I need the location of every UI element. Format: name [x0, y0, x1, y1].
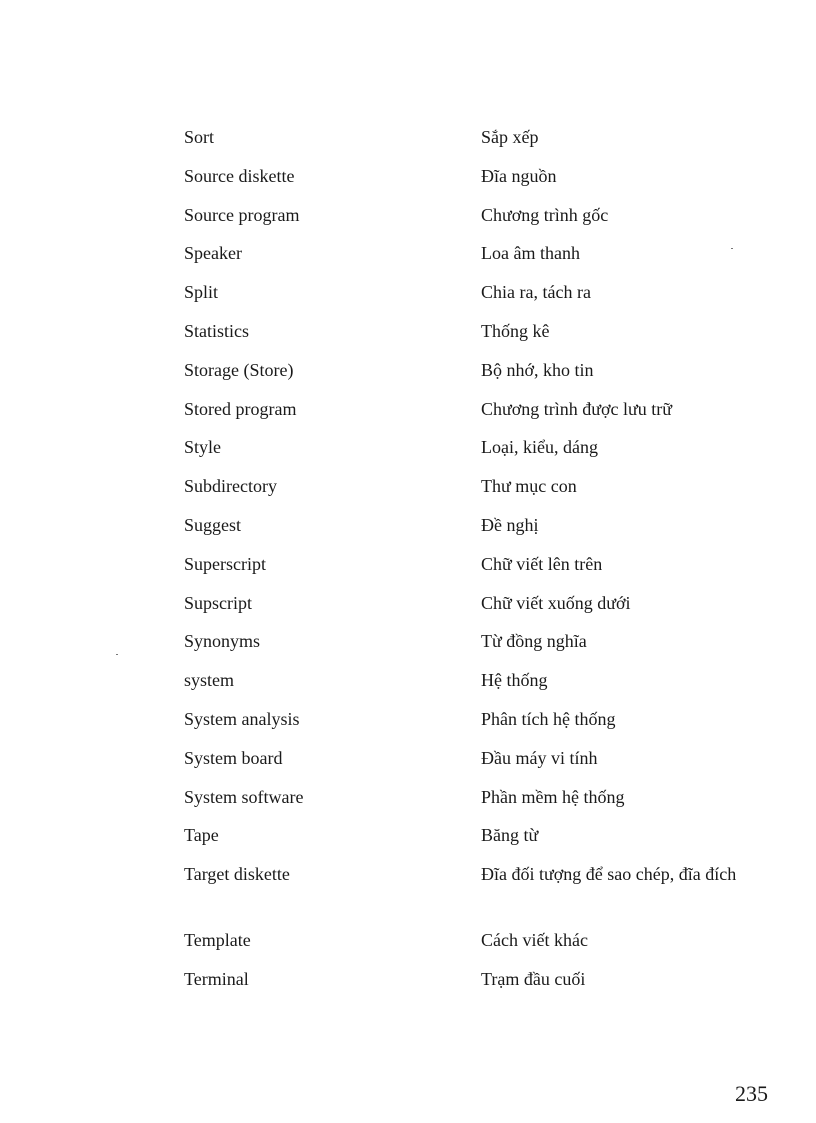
glossary-definition: Chương trình được lưu trữ [481, 398, 673, 419]
glossary-definition: Đĩa nguồn [481, 165, 557, 186]
glossary-list [184, 124, 764, 1005]
glossary-definition: Đầu máy vi tính [481, 747, 598, 768]
glossary-term: Terminal [184, 968, 249, 989]
glossary-definition: Thư mục con [481, 476, 577, 497]
glossary-entry [184, 667, 764, 706]
glossary-definition: Sắp xếp [481, 127, 539, 147]
glossary-term: Source diskette [184, 165, 295, 186]
glossary-entry [184, 473, 764, 512]
glossary-term: Supscript [184, 592, 253, 613]
glossary-definition: Hệ thống [481, 670, 548, 691]
glossary-term: Suggest [184, 514, 242, 535]
glossary-definition: Loa âm thanh [481, 243, 580, 264]
glossary-term: system [184, 670, 235, 691]
glossary-entry [184, 124, 764, 163]
glossary-definition: Cách viết khác [481, 930, 588, 951]
glossary-entry [184, 551, 764, 590]
glossary-definition: Thống kê [481, 320, 550, 341]
glossary-entry [184, 279, 764, 318]
glossary-entry [184, 745, 764, 784]
glossary-term: Template [184, 930, 251, 951]
glossary-entry [184, 240, 764, 279]
glossary-term: System software [184, 786, 304, 807]
glossary-term: Statistics [184, 320, 250, 341]
glossary-term: Tape [184, 825, 219, 846]
glossary-entry [184, 628, 764, 667]
glossary-definition: Băng từ [481, 825, 539, 846]
scan-speck [731, 248, 733, 249]
glossary-definition: Chữ viết xuống dưới [481, 592, 631, 613]
glossary-definition: Từ đồng nghĩa [481, 631, 587, 652]
glossary-term: System board [184, 747, 283, 768]
glossary-definition: Phần mềm hệ thống [481, 786, 625, 807]
page-number: 235 [735, 1081, 768, 1106]
glossary-entry [184, 706, 764, 745]
glossary-entry [184, 357, 764, 396]
glossary-entry [184, 927, 764, 966]
glossary-definition: Phân tích hệ thống [481, 708, 616, 729]
glossary-definition: Đĩa đối tượng để sao chép, đĩa đích [481, 864, 737, 885]
glossary-entry [184, 318, 764, 357]
glossary-term: Style [184, 437, 222, 458]
glossary-entry [184, 434, 764, 473]
glossary-term: Target diskette [184, 864, 290, 885]
glossary-term: Synonyms [184, 631, 261, 652]
glossary-term: Source program [184, 204, 300, 225]
glossary-definition: Bộ nhớ, kho tin [481, 359, 594, 380]
glossary-term: Superscript [184, 553, 266, 574]
glossary-entry [184, 396, 764, 435]
glossary-entry [184, 512, 764, 551]
glossary-term: Storage (Store) [184, 359, 294, 380]
glossary-entry [184, 202, 764, 241]
glossary-entry [184, 163, 764, 202]
glossary-entry [184, 784, 764, 823]
glossary-definition: Trạm đầu cuối [481, 968, 586, 989]
glossary-term: Speaker [184, 243, 242, 264]
glossary-term: Stored program [184, 398, 297, 419]
glossary-entry [184, 966, 764, 1005]
glossary-term: Sort [184, 127, 215, 147]
scan-speck [116, 654, 118, 655]
glossary-definition: Loại, kiểu, dáng [481, 437, 598, 458]
glossary-definition: Chương trình gốc [481, 204, 609, 225]
glossary-definition: Chữ viết lên trên [481, 553, 603, 574]
glossary-term: Subdirectory [184, 476, 277, 497]
glossary-entry [184, 590, 764, 629]
glossary-entry [184, 861, 764, 927]
glossary-definition: Chia ra, tách ra [481, 282, 591, 303]
glossary-term: System analysis [184, 708, 300, 729]
glossary-term: Split [184, 282, 219, 303]
glossary-definition: Đề nghị [481, 514, 539, 535]
glossary-entry [184, 822, 764, 861]
